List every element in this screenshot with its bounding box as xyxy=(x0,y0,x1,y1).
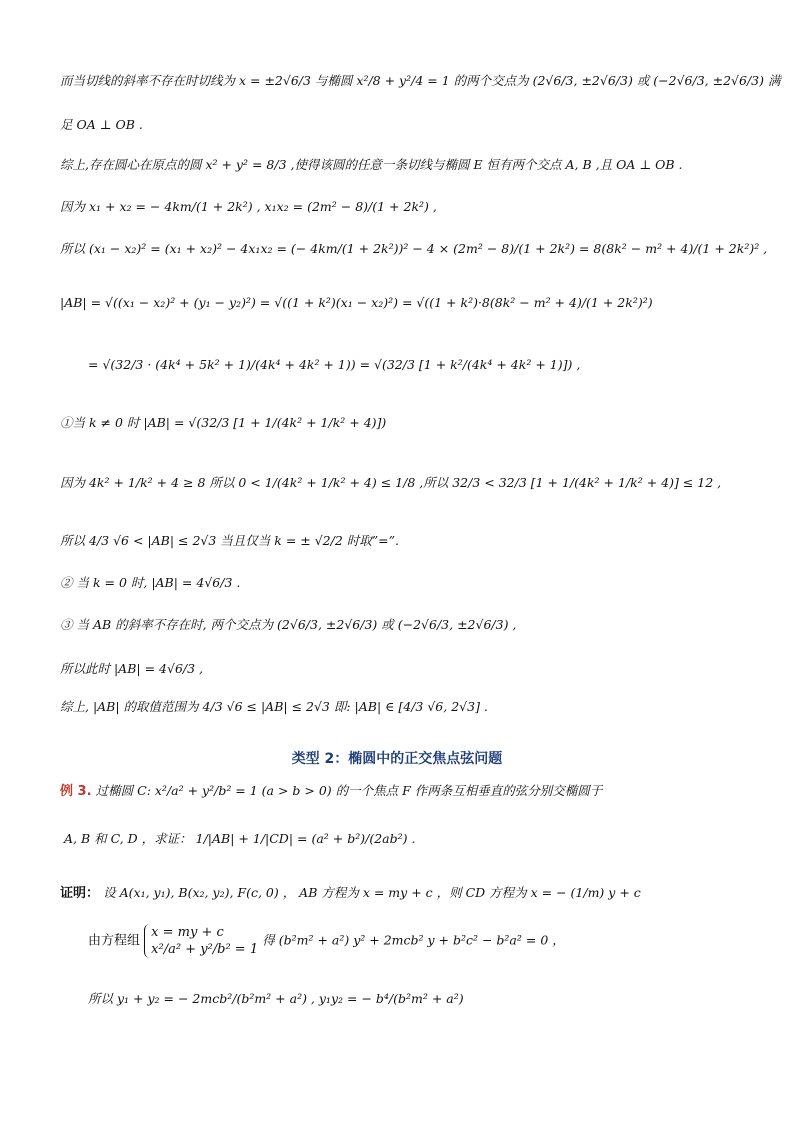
text-line-9: 因为 4k² + 1/k² + 4 ≥ 8 所以 0 < 1/(4k² + 1/k² + 4) ≤ 1/8 ,所以 32/3 < 32/3 [1 + 1/(4k² + 1/k² + 4)] ≤ 12 , xyxy=(60,475,722,490)
system-eq-2: x²/a² + y²/b² = 1 xyxy=(151,942,259,957)
proof-label: 证明： xyxy=(60,886,100,901)
text-line-1: 而当切线的斜率不存在时切线为 x = ±2√6/3 与椭圆 x²/8 + y²/4 = 1 的两个交点为 (2√6/3, ±2√6/3) 或 (−2√6/3, ±2√6/3) 满 xyxy=(60,73,781,88)
example-3-line-1 xyxy=(60,782,754,801)
proof-line-2 xyxy=(88,924,754,958)
example-label: 例 3. xyxy=(60,784,92,799)
text-line-10: 所以 4/3 √6 < |AB| ≤ 2√3 当且仅当 k = ± √2/2 时取”=”. xyxy=(60,533,400,548)
proof-line-1 xyxy=(60,884,754,903)
text-line-3: 综上,存在圆心在原点的圆 x² + y² = 8/3 ,使得该圆的任意一条切线与椭圆 E 恒有两个交点 A, B ,且 OA ⊥ OB . xyxy=(60,157,683,172)
proof-system-label: 由方程组 xyxy=(88,933,141,949)
text-line-12: ③ 当 AB 的斜率不存在时, 两个交点为 (2√6/3, ±2√6/3) 或 (−2√6/3, ±2√6/3) , xyxy=(60,617,517,632)
example-3-line-2: A, B 和 C, D ，求证： 1/|AB| + 1/|CD| = (a² + b²)/(2ab²) . xyxy=(64,831,416,846)
system-eq-1: x = my + c xyxy=(151,925,224,940)
text-line-13: 所以此时 |AB| = 4√6/3 , xyxy=(60,661,204,676)
text-line-4: 因为 x₁ + x₂ = − 4km/(1 + 2k²) , x₁x₂ = (2m² − 8)/(1 + 2k²) , xyxy=(60,199,437,214)
section-heading: 类型 2：椭圆中的正交焦点弦问题 xyxy=(291,751,503,767)
text-line-8: ①当 k ≠ 0 时 |AB| = √(32/3 [1 + 1/(4k² + 1/k² + 4)]) xyxy=(60,415,387,430)
proof-text-2: 得 (b²m² + a²) y² + 2mcb² y + b²c² − b²a² = 0 ， xyxy=(262,932,565,948)
text-line-7: = √(32/3 · (4k⁴ + 5k² + 1)/(4k⁴ + 4k² + 1)) = √(32/3 [1 + k²/(4k⁴ + 4k² + 1)]) , xyxy=(88,357,581,372)
example-text: 过椭圆 C: x²/a² + y²/b² = 1 (a > b > 0) 的一个焦点 F 作两条互相垂直的弦分别交椭圆于 xyxy=(95,783,603,798)
proof-text-1: 设 A(x₁, y₁), B(x₂, y₂), F(c, 0) ， AB 方程为 x = my + c ，则 CD 方程为 x = − (1/m) y + c xyxy=(103,885,641,900)
proof-line-3: 所以 y₁ + y₂ = − 2mcb²/(b²m² + a²) , y₁y₂ = − b⁴/(b²m² + a²) xyxy=(88,991,464,1006)
text-line-14: 综上, |AB| 的取值范围为 4/3 √6 ≤ |AB| ≤ 2√3 即: |AB| ∈ [4/3 √6, 2√3] . xyxy=(60,699,488,714)
text-line-6: |AB| = √((x₁ − x₂)² + (y₁ − y₂)²) = √((1 + k²)(x₁ − x₂)²) = √((1 + k²)·8(8k² − m² + 4)/(1 + 2k²)²) xyxy=(60,295,653,310)
text-line-11: ② 当 k = 0 时, |AB| = 4√6/3 . xyxy=(60,575,241,590)
equation-system xyxy=(144,924,258,958)
text-line-5: 所以 (x₁ − x₂)² = (x₁ + x₂)² − 4x₁x₂ = (− 4km/(1 + 2k²))² − 4 × (2m² − 8)/(1 + 2k²) = 8(8k² − m² + 4)/(1 + 2k²)² , xyxy=(60,241,768,256)
text-line-2: 足 OA ⊥ OB . xyxy=(60,117,143,132)
